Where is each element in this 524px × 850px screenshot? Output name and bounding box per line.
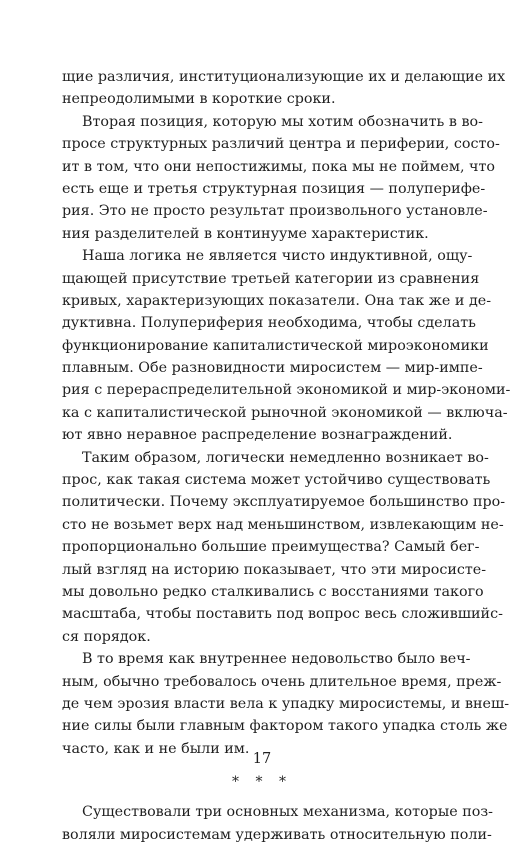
text-line: ит в том, что они непостижимы, пока мы не поймем, что bbox=[62, 158, 496, 175]
paragraph bbox=[62, 111, 500, 245]
text-line: есть еще и третья структурная позиция — полуперифе- bbox=[62, 180, 486, 197]
text-line: рия. Это не просто результат произвольного установле- bbox=[62, 203, 488, 220]
text-line: щающей присутствие третьей категории из сравнения bbox=[62, 270, 480, 287]
paragraph bbox=[62, 801, 493, 846]
body-text bbox=[62, 66, 511, 846]
text-line: ния разделителей в континууме характеристик. bbox=[62, 225, 429, 242]
text-line: плавным. Обе разновидности миросистем — мир-импе- bbox=[62, 360, 483, 377]
paragraph bbox=[62, 245, 511, 447]
text-line: непреодолимыми в короткие сроки. bbox=[62, 91, 336, 108]
text-line: воляли миросистемам удерживать относительную поли- bbox=[62, 826, 492, 843]
text-line: прос, как такая система может устойчиво существовать bbox=[62, 472, 491, 489]
page-number: 17 bbox=[252, 751, 272, 767]
text-line: мы довольно редко сталкивались с восстаниями такого bbox=[62, 583, 484, 600]
text-line: пропорционально большие преимущества? Самый бег- bbox=[62, 539, 480, 556]
text-line: просе структурных различий центра и периферии, состо- bbox=[62, 136, 500, 153]
text-line: кривых, характеризующих показатели. Она так же и де- bbox=[62, 292, 492, 309]
text-line: ся порядок. bbox=[62, 628, 151, 645]
section-separator: * * * bbox=[232, 774, 292, 791]
paragraph bbox=[62, 447, 506, 649]
text-line: сто не возьмет верх над меньшинством, извлекающим не- bbox=[62, 516, 504, 533]
paragraph bbox=[62, 648, 510, 760]
text-line: Наша логика не является чисто индуктивной, ощу- bbox=[82, 248, 473, 265]
text-line: лый взгляд на историю показывает, что эти миросисте- bbox=[62, 561, 487, 578]
text-line: ным, обычно требовалось очень длительное время, преж- bbox=[62, 673, 502, 690]
text-line: Существовали три основных механизма, которые поз- bbox=[82, 804, 493, 821]
text-line: дуктивна. Полупериферия необходима, чтобы сделать bbox=[62, 315, 476, 332]
text-line: В то время как внутреннее недовольство было веч- bbox=[82, 651, 471, 668]
text-line: Таким образом, логически немедленно возникает во- bbox=[82, 449, 489, 466]
text-line: часто, как и не были им. bbox=[62, 740, 250, 757]
text-line: политически. Почему эксплуатируемое большинство про- bbox=[62, 494, 506, 511]
paragraph bbox=[62, 66, 506, 111]
text-line: ка с капиталистической рыночной экономикой — включа- bbox=[62, 404, 508, 421]
text-line: масштаба, чтобы поставить под вопрос весь сложившийс- bbox=[62, 606, 503, 623]
text-line: щие различия, институционализующие их и делающие их bbox=[62, 69, 506, 85]
text-line: Вторая позиция, которую мы хотим обозначить в во- bbox=[82, 113, 483, 130]
text-line: ют явно неравное распределение вознаграждений. bbox=[62, 427, 453, 444]
text-line: рия с перераспределительной экономикой и мир-экономи- bbox=[62, 382, 511, 399]
text-line: де чем эрозия власти вела к упадку миросистемы, и внеш- bbox=[62, 695, 510, 712]
text-line: функционирование капиталистической мироэкономики bbox=[62, 337, 489, 354]
text-line: ние силы были главным фактором такого упадка столь же bbox=[62, 718, 508, 735]
